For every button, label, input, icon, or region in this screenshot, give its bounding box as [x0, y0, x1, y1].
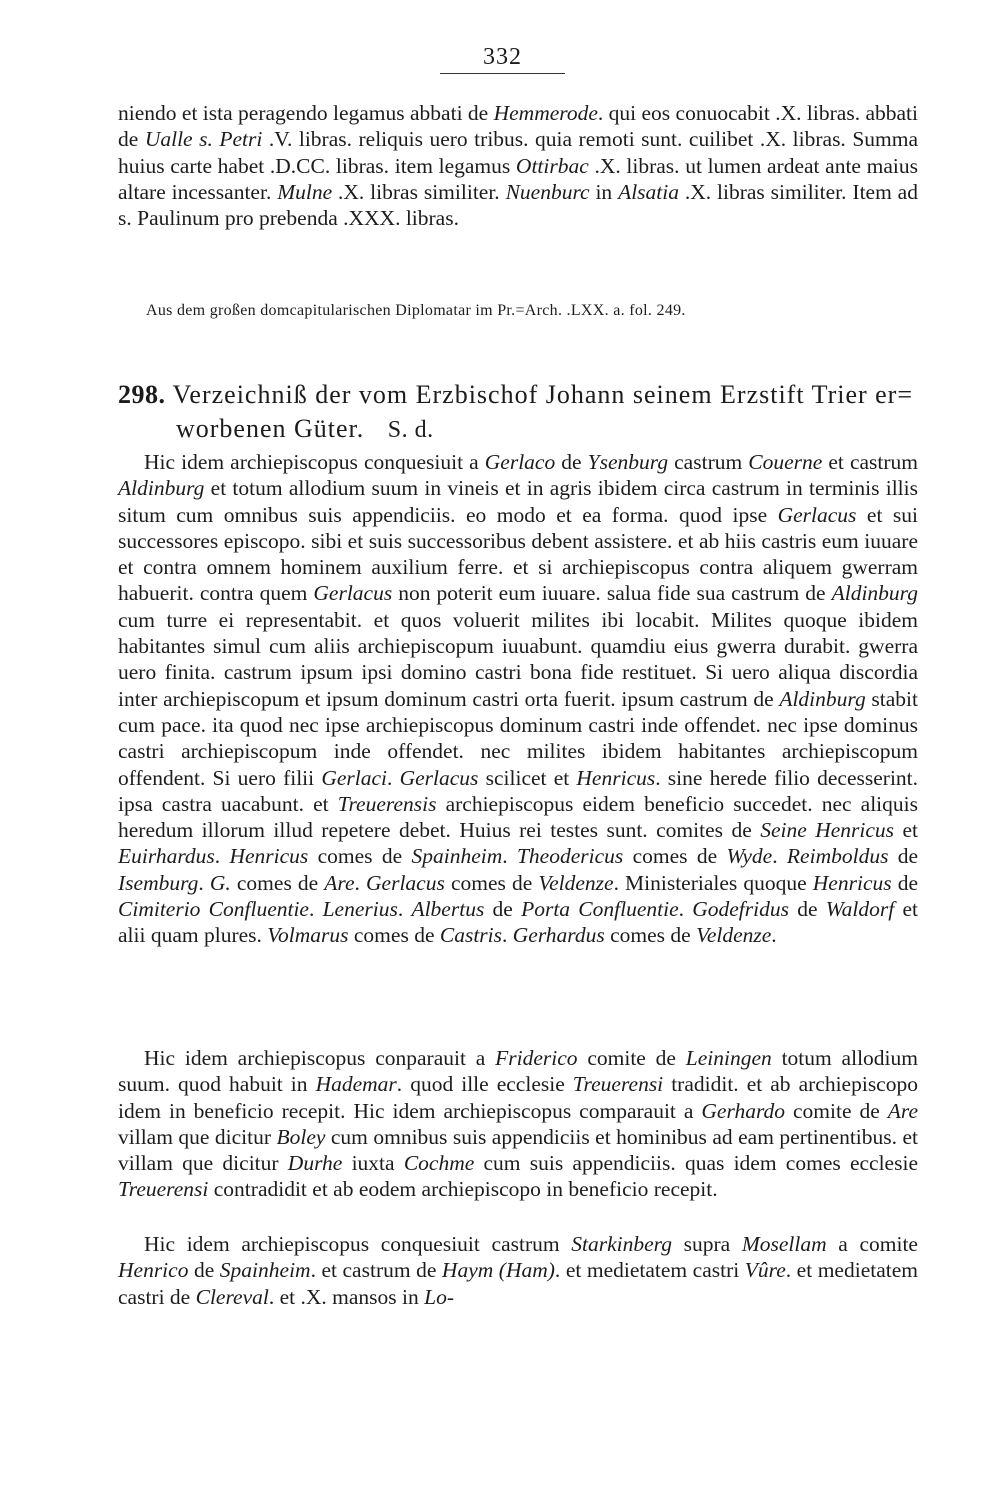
italic-name: Cimiterio Confluentie [118, 897, 309, 922]
italic-name: Treuerensi [118, 1177, 209, 1202]
italic-name: Treuerensi [572, 1072, 664, 1097]
italic-name: Alsatia [618, 179, 679, 204]
italic-name: Cochme [403, 1151, 475, 1176]
italic-name: Haym (Ham) [441, 1258, 555, 1283]
italic-name: Spainheim [219, 1258, 311, 1283]
italic-name: Are [324, 870, 355, 895]
italic-name: Lo- [424, 1284, 454, 1309]
italic-name: Mulne [277, 179, 333, 204]
italic-name: Gerlacus [366, 870, 445, 895]
italic-name: Euirhardus [118, 844, 215, 869]
italic-name: Theodericus [516, 844, 624, 869]
italic-name: Aldinburg [831, 581, 918, 606]
document-number: 298. [118, 380, 166, 409]
paragraph-2: Hic idem archiepiscopus conquesiuit a Gerlaco de Ysenburg castrum Couerne et castrum Aldinburg et totum allodium suum in vineis et in agris ibidem circa castrum in terminis illis situm cum omnibus suis appendiciis. eo modo et ea forma. quod ipse Gerlacus et sui successores episcopo. sibi et suis successoribus debent assistere. et ab hiis castris eum iuuare et contra omnem hominem auxilium ferre. et si archiepiscopus contra aliquem gwerram habuerit. contra quem Gerlacus non poterit eum iuuare. salua fide sua castrum de Aldinburg cum turre ei representabit. et quos voluerit milites ibi locabit. Milites quoque ibidem habitantes simul cum aliis archiepiscopum iuuabunt. quamdiu eius gwerra durabit. gwerra uero finita. castrum ipsum ipsi domino castri bona fide restituet. Si uero aliqua discordia inter archiepiscopum et ipsum dominum castri orta fuerit. ipsum castrum de Aldinburg stabit cum pace. ita quod nec ipse archiepiscopus dominum castri inde offendet. nec ipse dominus castri archiepiscopum inde offendet. nec milites ibidem habitantes archiepiscopum offendent. Si uero filii Gerlaci. Gerlacus scilicet et Henricus. sine herede filio decesserint. ipsa castra uacabunt. et Treuerensis archiepiscopus eidem beneficio succedet. nec aliquis heredum illorum illud repetere debet. Huius rei testes sunt. comites de Seine Henricus et Euirhardus. Henricus comes de Spainheim. Theodericus comes de Wyde. Reimboldus de Isemburg. G. comes de Are. Gerlacus comes de Veldenze. Ministeriales quoque Henricus de Cimiterio Confluentie. Lenerius. Albertus de Porta Confluentie. Godefridus de Waldorf et alii quam plures. Volmarus comes de Castris. Gerhardus comes de Veldenze. [118, 450, 919, 948]
italic-name: Hademar [315, 1072, 397, 1097]
italic-name: Leiningen [685, 1046, 772, 1070]
italic-name: Durhe [287, 1151, 343, 1176]
italic-name: Are [887, 1098, 918, 1123]
heading-title-line-2: worbenen Güter. [176, 414, 365, 443]
italic-name: Henricus [229, 844, 309, 869]
italic-name: Henrico [118, 1258, 189, 1283]
italic-name: Clereval [195, 1284, 269, 1309]
document-body-2 [118, 1045, 918, 1203]
italic-name: Gerlaci [321, 765, 388, 790]
heading-title-line-1: Verzeichniß der vom Erzbischof Johann seinem Erzstift Trier er= [172, 380, 914, 409]
document-body-3 [118, 1231, 918, 1310]
italic-name: Friderico [495, 1046, 578, 1070]
italic-name: Godefridus [692, 897, 789, 922]
italic-name: Veldenze [538, 870, 614, 895]
italic-name: G. [209, 870, 231, 895]
paragraph-4: Hic idem archiepiscopus conquesiuit castrum Starkinberg supra Mosellam a comite Henrico de Spainheim. et castrum de Haym (Ham). et medietatem castri Vûre. et medietatem castri de Clereval. et .X. mansos in Lo- [118, 1232, 918, 1309]
italic-name: Nuenburc [505, 179, 590, 204]
italic-name: Ottirbac [515, 153, 589, 178]
italic-name: Ysenburg [587, 450, 669, 474]
paragraph-3: Hic idem archiepiscopus conparauit a Friderico comite de Leiningen totum allodium suum. quod habuit in Hademar. quod ille ecclesie Treuerensi tradidit. et ab archiepiscopo idem in beneficio recepit. Hic idem archiepiscopus comparauit a Gerhardo comite de Are villam que dicitur Boley cum omnibus suis appendiciis et hominibus ad eam pertinentibus. et villam que dicitur Durhe iuxta Cochme cum suis appendiciis. quas idem comes ecclesie Treuerensi contradidit et ab eodem archiepiscopo in beneficio recepit. [118, 1046, 918, 1202]
italic-name: Spainheim [411, 844, 503, 869]
italic-name: Reimboldus [786, 844, 889, 869]
heading-date: S. d. [387, 417, 434, 443]
source-note: Aus dem großen domcapitularischen Diplomatar im Pr.=Arch. .LXX. a. fol. 249. [146, 302, 686, 319]
italic-name: Lenerius [322, 897, 398, 922]
italic-name: Couerne [748, 450, 823, 474]
italic-name: Ualle s. Petri [144, 127, 263, 152]
italic-name: Henricus [576, 765, 656, 790]
italic-name: Castris [439, 923, 502, 948]
italic-name: Starkinberg [571, 1232, 672, 1256]
italic-name: Wyde [726, 844, 773, 869]
italic-name: Gerlacus [777, 502, 857, 527]
italic-name: Boley [276, 1124, 326, 1149]
italic-name: Gerlacus [399, 765, 479, 790]
italic-name: Henricus [812, 870, 892, 895]
italic-name: Aldinburg [118, 476, 205, 501]
italic-name: Mosellam [741, 1232, 827, 1256]
italic-name: Gerhardus [512, 923, 605, 948]
italic-name: Vûre [744, 1258, 786, 1283]
italic-name: Gerhardo [701, 1098, 786, 1123]
italic-name: Seine Henricus [760, 818, 895, 843]
italic-name: Veldenze [696, 923, 772, 948]
document-body [118, 449, 918, 949]
italic-name: Hemmerode [493, 101, 598, 125]
document-heading [118, 378, 918, 447]
italic-name: Gerlacus [313, 581, 393, 606]
italic-name: Treuerensis [337, 791, 437, 816]
page-number: 332 [440, 44, 565, 74]
italic-name: Isemburg [118, 870, 199, 895]
italic-name: Gerlaco [484, 450, 556, 474]
italic-name: Albertus [411, 897, 485, 922]
italic-name: Waldorf [825, 897, 895, 922]
italic-name: Aldinburg [779, 686, 866, 711]
paragraph-1: niendo et ista peragendo legamus abbati de Hemmerode. qui eos conuocabit .X. libras. abbati de Ualle s. Petri .V. libras. reliquis uero tribus. quia remoti sunt. cuilibet .X. libras. Summa huius carte habet .D.CC. libras. item legamus Ottirbac .X. libras. ut lumen ardeat ante maius altare incessanter. Mulne .X. libras similiter. Nuenburc in Alsatia .X. libras similiter. Item ad s. Paulinum pro prebenda .XXX. libras. [118, 101, 919, 231]
italic-name: Volmarus [267, 923, 349, 948]
paragraph-continuation [118, 100, 918, 231]
italic-name: Porta Confluentie [521, 897, 679, 922]
